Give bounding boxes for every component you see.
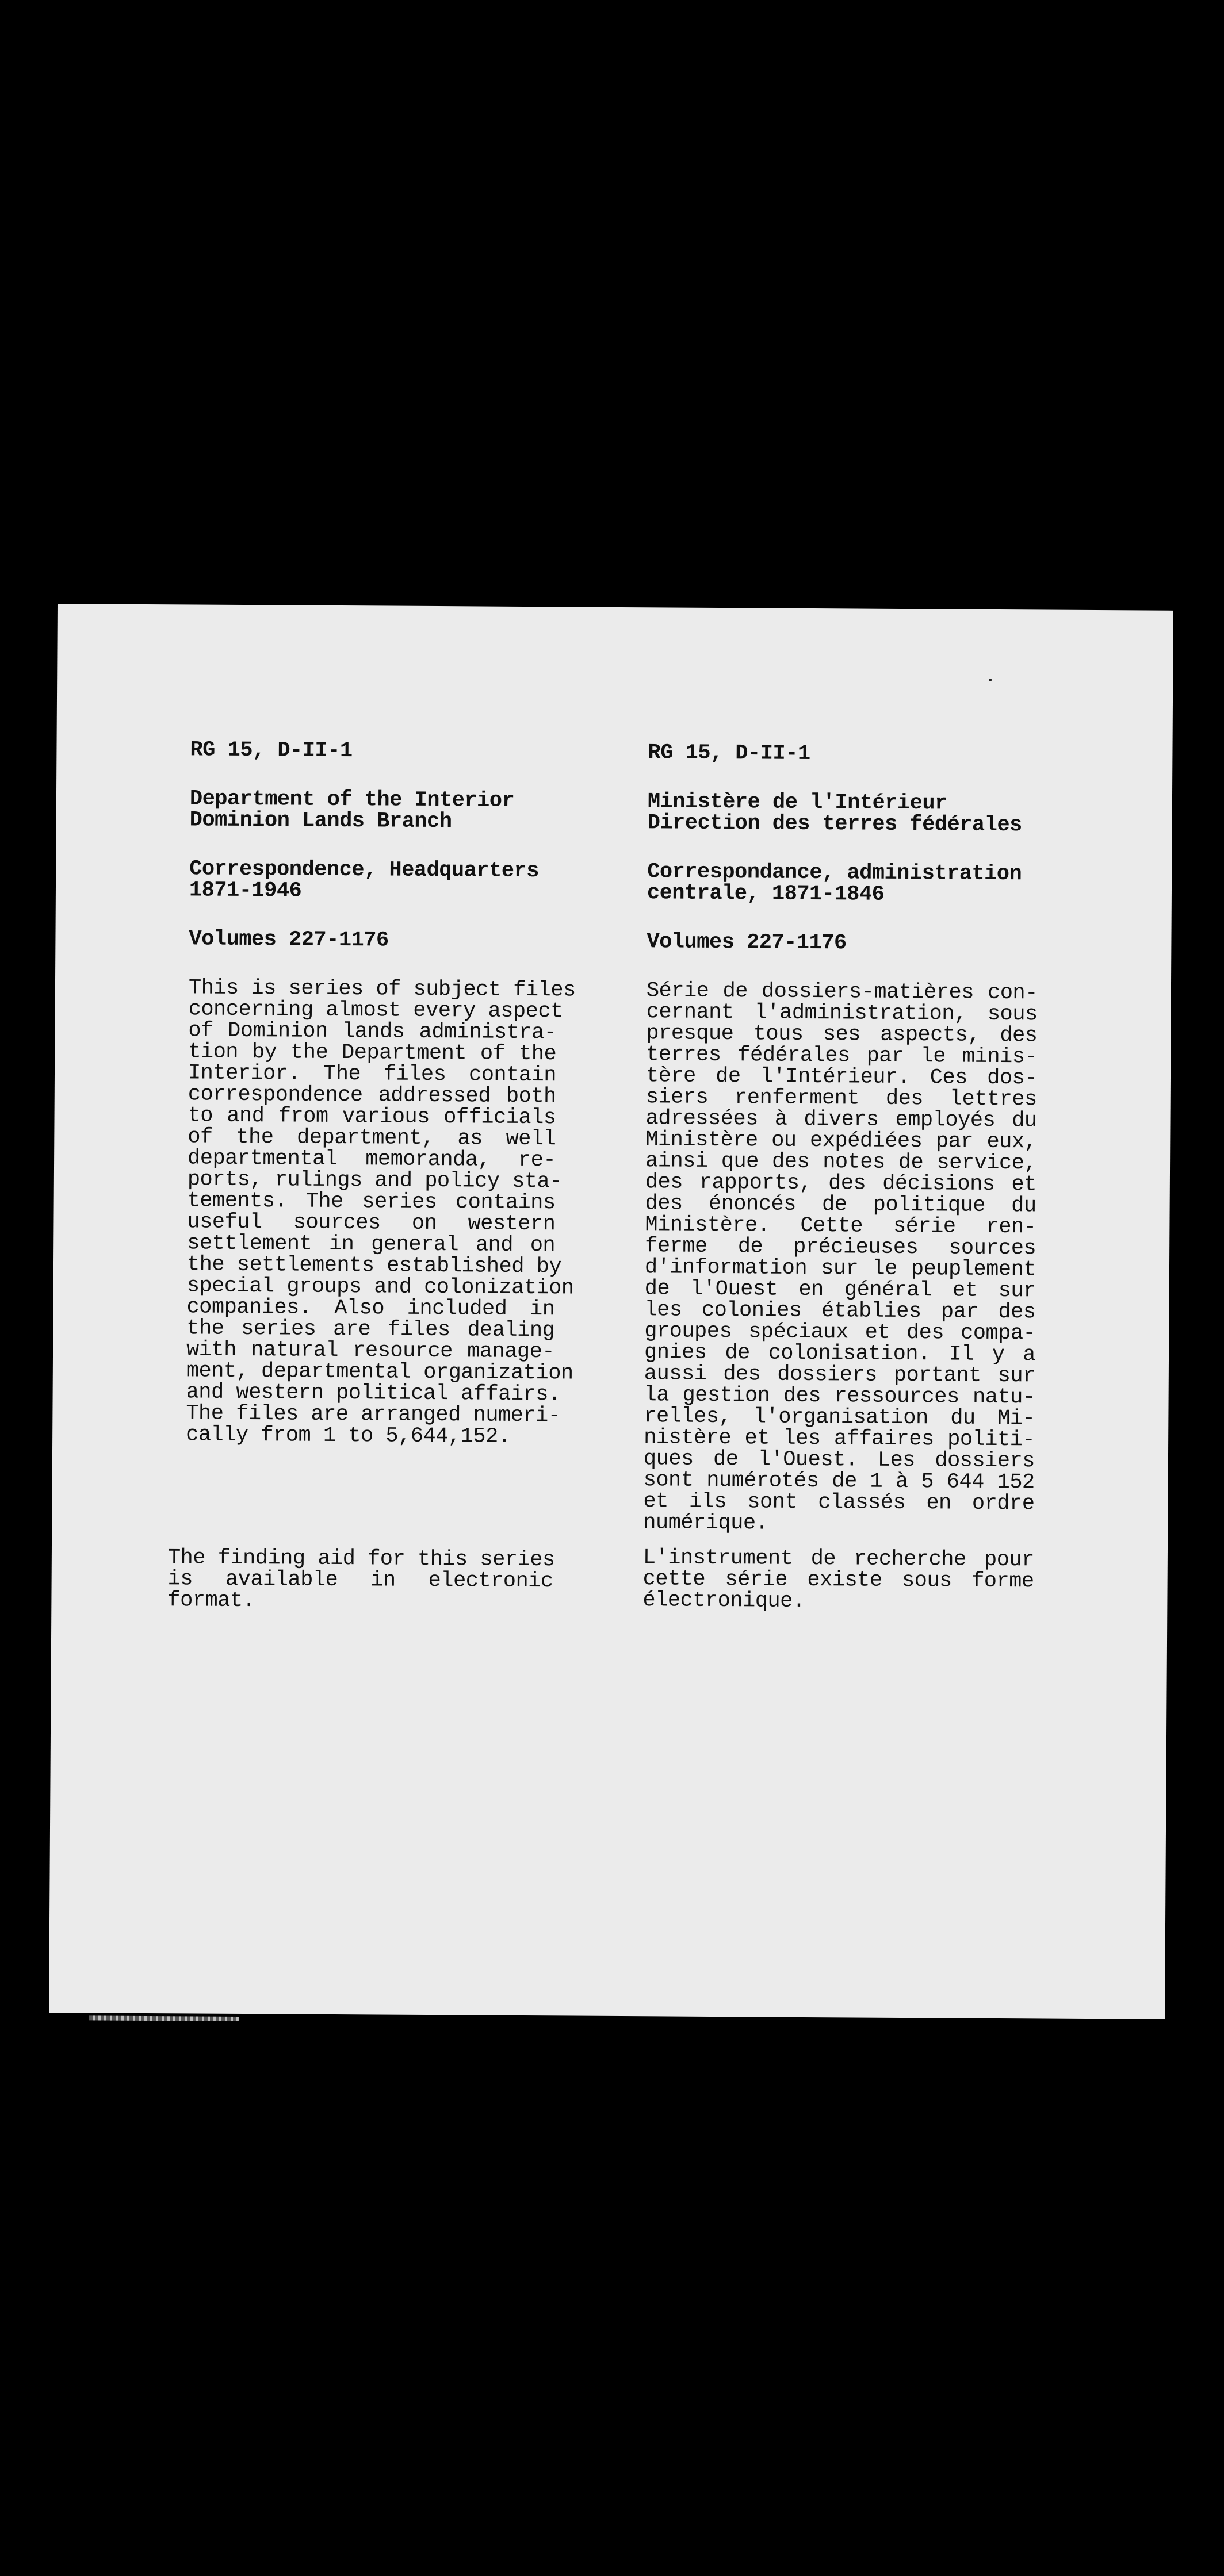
description-line: les colonies établies par des: [644, 1298, 1036, 1325]
english-column: [167, 738, 576, 1613]
description-line: and western political affairs.: [186, 1380, 561, 1407]
description-line: ports, rulings and policy sta-: [187, 1167, 563, 1194]
volumes-range: Volumes 227-1176: [189, 927, 389, 953]
description-line: companies. Also included in: [186, 1295, 555, 1322]
description-line: special groups and colonization: [186, 1274, 574, 1301]
finding-aid-note: [167, 1547, 553, 1613]
description-line: gnies de colonisation. Il y a: [644, 1340, 1036, 1367]
description-line: the series are files dealing: [186, 1316, 555, 1343]
description-line: the settlements established by: [186, 1252, 562, 1279]
description-line: ment, departmental organization: [186, 1359, 573, 1386]
description-line: of the department, as well: [188, 1125, 556, 1152]
description-line: concerning almost every aspect: [188, 997, 563, 1024]
scan-edge-artifact: [89, 2015, 239, 2021]
description-line: numérique.: [643, 1511, 768, 1536]
description-line: ainsi que des notes de service,: [645, 1149, 1037, 1176]
description-line: adressées à divers employés du: [645, 1106, 1037, 1133]
description-line: presque tous ses aspects, des: [646, 1021, 1038, 1048]
description-line: Ministère ou expédiées par eux,: [645, 1128, 1037, 1155]
description-line: to and from various officials: [188, 1103, 556, 1130]
description-line: Série de dossiers-matières con-: [646, 979, 1038, 1006]
description-line: nistère et les affaires politi-: [644, 1425, 1035, 1452]
department-name: Department of the Interior Dominion Lands Branch: [189, 787, 515, 834]
description-line: terres fédérales par le minis-: [646, 1042, 1038, 1070]
description-line: cernant l'administration, sous: [646, 1000, 1038, 1027]
finding-aid-note: [642, 1547, 1034, 1613]
description-line: groupes spéciaux et des compa-: [644, 1319, 1036, 1346]
reference-number: RG 15, D-II-1: [190, 738, 353, 764]
french-column: [642, 741, 1039, 1613]
description-line: of Dominion lands administra-: [188, 1018, 557, 1045]
description-line: tements. The series contains: [187, 1189, 556, 1216]
description-line: et ils sont classés en ordre: [643, 1489, 1035, 1516]
description-line: aussi des dossiers portant sur: [644, 1362, 1035, 1389]
series-description: [186, 976, 576, 1449]
description-line: siers renferment des lettres: [645, 1085, 1037, 1112]
series-title: Correspondence, Headquarters 1871-1946: [189, 857, 540, 903]
description-line: des rapports, des décisions et: [645, 1170, 1036, 1197]
description-line: de l'Ouest en général et sur: [644, 1276, 1036, 1304]
reference-number: RG 15, D-II-1: [648, 741, 810, 766]
finding-aid-line: The finding aid for this series: [167, 1546, 555, 1573]
description-line: departmental memoranda, re-: [187, 1146, 556, 1173]
department-name: Ministère de l'Intérieur Direction des terres fédérales: [647, 789, 1022, 838]
description-line: tion by the Department of the: [188, 1040, 557, 1067]
finding-aid-line: is available in electronic: [167, 1567, 553, 1594]
description-line: ques de l'Ouest. Les dossiers: [643, 1447, 1035, 1474]
description-line: Interior. The files contain: [188, 1061, 557, 1088]
finding-aid-line: électronique.: [642, 1588, 805, 1613]
description-line: The files are arranged numeri-: [186, 1401, 561, 1428]
description-line: la gestion des ressources natu-: [644, 1383, 1035, 1410]
description-line: with natural resource manage-: [186, 1337, 555, 1364]
description-line: des énoncés de politique du: [645, 1191, 1036, 1218]
description-line: relles, l'organisation du Mi-: [644, 1404, 1035, 1431]
description-line: useful sources on western: [187, 1210, 556, 1237]
description-line: sont numérotés de 1 à 5 644 152: [643, 1468, 1035, 1495]
description-line: tère de l'Intérieur. Ces dos-: [645, 1064, 1038, 1091]
document-page: [49, 604, 1173, 2019]
series-description: [643, 980, 1038, 1536]
description-line: correspondence addressed both: [188, 1082, 556, 1109]
description-line: settlement in general and on: [187, 1231, 556, 1258]
finding-aid-line: format.: [167, 1588, 255, 1613]
description-line: d'information sur le peuplement: [644, 1255, 1036, 1282]
description-line: Ministère. Cette série ren-: [645, 1213, 1036, 1240]
description-line: cally from 1 to 5,644,152.: [186, 1423, 511, 1449]
finding-aid-line: cette série existe sous forme: [642, 1567, 1034, 1594]
description-line: This is series of subject files: [188, 976, 576, 1003]
volumes-range: Volumes 227-1176: [647, 930, 847, 956]
finding-aid-line: L'instrument de recherche pour: [642, 1546, 1034, 1573]
series-title: Correspondance, administration centrale, 1871-1846: [647, 860, 1022, 907]
description-line: ferme de précieuses sources: [645, 1234, 1036, 1261]
scan-speck: [989, 678, 992, 681]
